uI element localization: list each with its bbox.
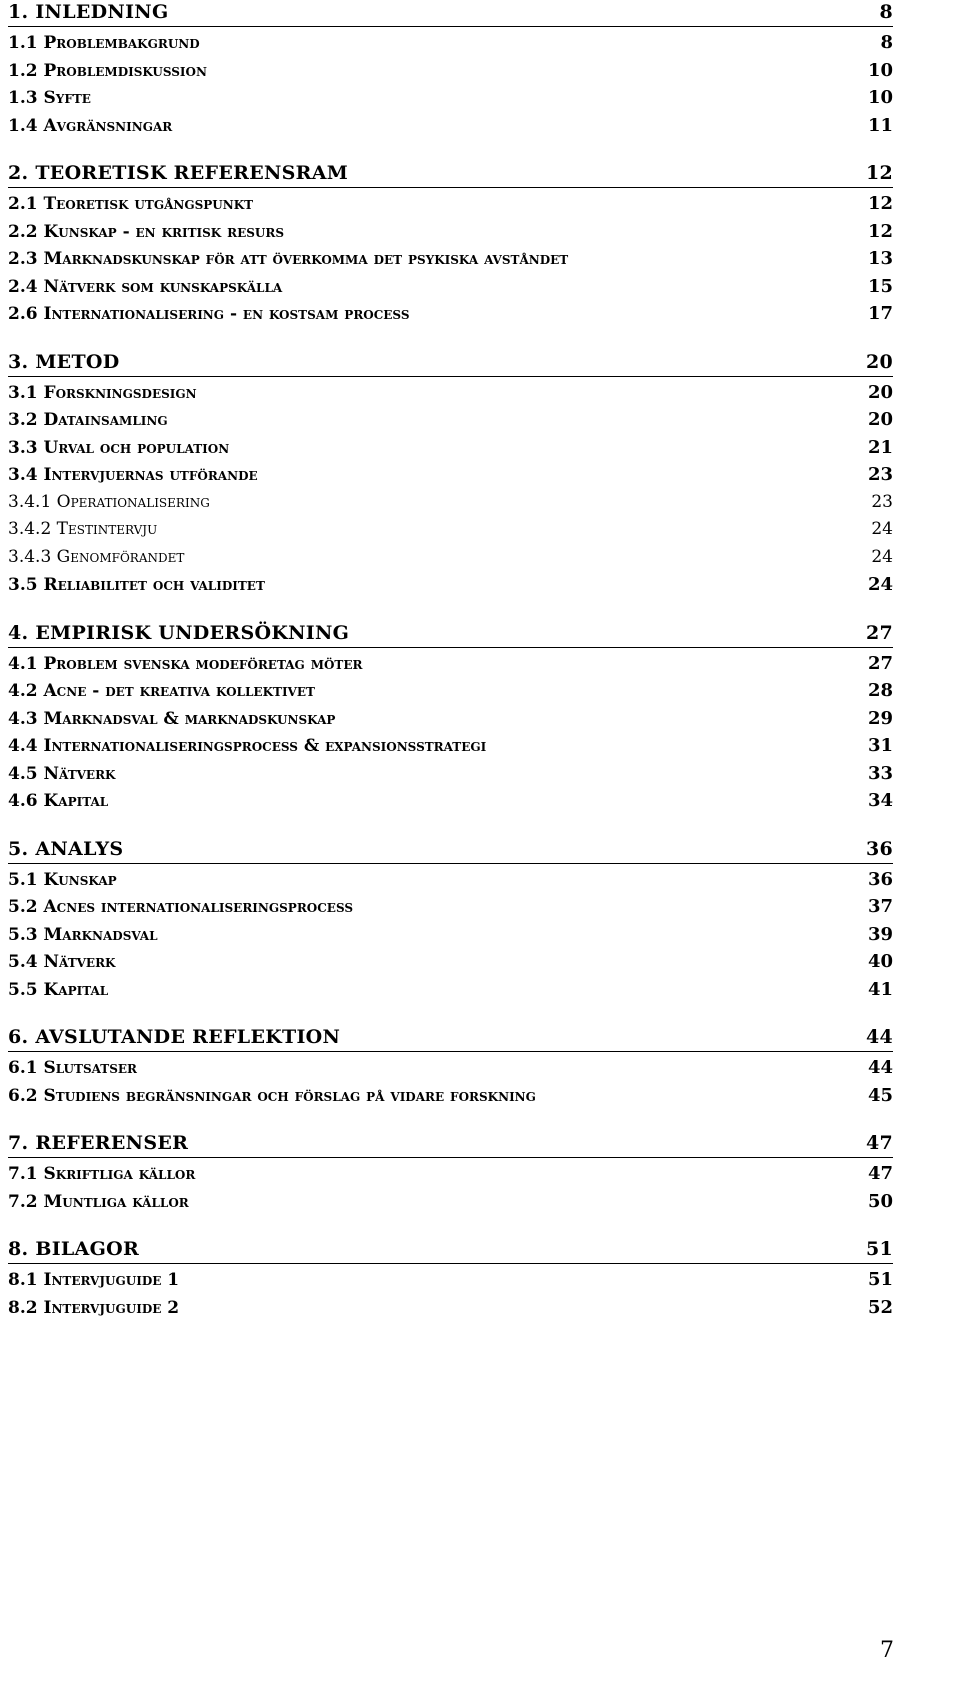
toc-page-number: 12: [867, 193, 893, 214]
toc-chapter-heading[interactable]: [8, 0, 893, 27]
toc-chapter-title: 6. AVSLUTANDE REFLEKTION: [8, 1026, 341, 1048]
toc-entry-title: 6.2 Studiens begränsningar och förslag på vidare forskning: [8, 1085, 536, 1106]
toc-page-number: 20: [867, 381, 893, 403]
toc-page-number: 36: [867, 868, 893, 890]
toc-chapter-title: 8. BILAGOR: [8, 1238, 140, 1260]
toc-subsection-entry[interactable]: [8, 1160, 893, 1188]
toc-page-number: 39: [867, 923, 893, 945]
toc-page-number: 11: [867, 114, 893, 136]
toc-chapter-heading[interactable]: [8, 348, 893, 377]
toc-entry-title: 6.1 Slutsatser: [8, 1058, 137, 1078]
toc-subsection-entry[interactable]: [8, 57, 893, 85]
toc-entry-title: 1.2 Problemdiskussion: [8, 60, 207, 81]
toc-subsubsection-entry[interactable]: [8, 516, 893, 544]
toc-subsection-entry[interactable]: [8, 84, 893, 112]
toc-entry-title: 5.1 Kunskap: [8, 869, 117, 890]
toc-subsection-entry[interactable]: [8, 218, 893, 246]
toc-entry-title: 8.1 Intervjuguide 1: [8, 1270, 180, 1290]
toc-page-number: 10: [867, 87, 893, 108]
toc-page-number: 50: [867, 1190, 893, 1212]
toc-entry-title: 3.3 Urval och population: [8, 437, 230, 458]
toc-subsection-entry[interactable]: [8, 406, 893, 434]
toc-entry-title: 4.5 Nätverk: [8, 763, 116, 784]
toc-chapter-heading[interactable]: [8, 1129, 893, 1158]
toc-page-number: 17: [867, 303, 893, 324]
toc-page-number: 20: [867, 409, 893, 430]
toc-entry-title: 7.2 Muntliga källor: [8, 1191, 189, 1212]
toc-page-number: 24: [867, 574, 893, 595]
toc-page-number: 27: [865, 621, 893, 644]
toc-page-number: 51: [865, 1238, 893, 1260]
toc-entry-title: 5.5 Kapital: [8, 979, 109, 1000]
toc-page-number: 45: [867, 1084, 893, 1106]
toc-page-number: 10: [867, 59, 893, 81]
toc-page-number: 34: [867, 790, 893, 811]
toc-entry-title: 2.4 Nätverk som kunskapskälla: [8, 276, 283, 297]
toc-page-number: 41: [867, 978, 893, 1000]
toc-chapter-title: 7. REFERENSER: [8, 1132, 189, 1154]
toc-subsection-entry[interactable]: [8, 732, 893, 760]
toc-entry-title: 2.2 Kunskap - en kritisk resurs: [8, 221, 285, 242]
toc-page-number: 20: [865, 350, 893, 373]
toc-subsection-entry[interactable]: [8, 300, 893, 328]
page-number: 7: [880, 1638, 894, 1663]
toc-section: [8, 348, 893, 599]
toc-page-number: 29: [867, 707, 893, 729]
toc-subsection-entry[interactable]: [8, 921, 893, 949]
toc-page-number: 37: [867, 896, 893, 917]
toc-entry-title: 4.2 Acne - det kreativa kollektivet: [8, 681, 315, 701]
toc-subsection-entry[interactable]: [8, 245, 893, 273]
toc-entry-title: 4.6 Kapital: [8, 791, 109, 811]
toc-page-number: 52: [867, 1296, 893, 1318]
toc-section: [8, 835, 893, 1004]
toc-entry-title: 5.4 Nätverk: [8, 952, 116, 972]
toc-subsection-entry[interactable]: [8, 112, 893, 140]
toc-page-number: 27: [867, 652, 893, 674]
toc-section: [8, 0, 893, 139]
toc-chapter-title: 4. EMPIRISK UNDERSÖKNING: [8, 621, 350, 644]
toc-entry-title: 3.4.3 Genomförandet: [8, 546, 185, 567]
toc-entry-title: 4.4 Internationaliseringsprocess & expansionsstrategi: [8, 736, 487, 756]
toc-entry-title: 3.4.2 Testintervju: [8, 519, 158, 539]
toc-subsection-entry[interactable]: [8, 1082, 893, 1110]
toc-page-number: 23: [867, 464, 893, 485]
toc-subsubsection-entry[interactable]: [8, 489, 893, 517]
toc-entry-title: 5.2 Acnes internationaliseringsprocess: [8, 897, 354, 917]
toc-subsection-entry[interactable]: [8, 948, 893, 976]
toc-subsection-entry[interactable]: [8, 787, 893, 815]
toc-subsubsection-entry[interactable]: [8, 544, 893, 572]
toc-entry-title: 7.1 Skriftliga källor: [8, 1164, 196, 1184]
toc-subsection-entry[interactable]: [8, 976, 893, 1004]
toc-subsection-entry[interactable]: [8, 434, 893, 462]
toc-entry-title: 3.4.1 Operationalisering: [8, 491, 210, 512]
toc-subsection-entry[interactable]: [8, 571, 893, 599]
toc-section: [8, 619, 893, 815]
toc-entry-title: 3.4 Intervjuernas utförande: [8, 465, 258, 485]
toc-page-number: 28: [867, 680, 893, 701]
toc-subsection-entry[interactable]: [8, 1294, 893, 1322]
toc-page-number: 31: [867, 735, 893, 756]
toc-chapter-title: 3. METOD: [8, 350, 120, 373]
toc-page-number: 24: [871, 519, 893, 539]
toc-subsection-entry[interactable]: [8, 1266, 893, 1294]
toc-subsection-entry[interactable]: [8, 379, 893, 407]
toc-entry-title: 3.1 Forskningsdesign: [8, 382, 197, 403]
toc-chapter-heading[interactable]: [8, 159, 893, 188]
toc-subsection-entry[interactable]: [8, 893, 893, 921]
toc-entry-title: 1.4 Avgränsningar: [8, 115, 173, 136]
toc-page-number: 8: [879, 1, 893, 23]
toc-page-number: 13: [867, 248, 893, 269]
toc-entry-title: 3.2 Datainsamling: [8, 410, 168, 430]
toc-entry-title: 1.3 Syfte: [8, 88, 91, 108]
toc-chapter-title: 1. INLEDNING: [8, 1, 169, 23]
toc-subsection-entry[interactable]: [8, 461, 893, 489]
toc-page-number: 40: [867, 951, 893, 972]
toc-page-number: 8: [880, 32, 893, 53]
toc-subsection-entry[interactable]: [8, 760, 893, 788]
toc-entry-title: 1.1 Problembakgrund: [8, 33, 200, 53]
toc-chapter-title: 2. TEORETISK REFERENSRAM: [8, 162, 349, 184]
toc-page-number: 21: [867, 436, 893, 458]
toc-page-number: 33: [867, 762, 893, 784]
toc-entry-title: 4.3 Marknadsval & marknadskunskap: [8, 708, 336, 729]
toc-page-number: 51: [867, 1269, 893, 1290]
toc-entry-title: 2.1 Teoretisk utgångspunkt: [8, 194, 254, 214]
toc-page-number: 15: [867, 275, 893, 297]
toc-page-number: 23: [871, 491, 893, 512]
toc-page-number: 12: [865, 162, 893, 184]
toc-page-number: 47: [867, 1163, 893, 1184]
toc-subsection-entry[interactable]: [8, 190, 893, 218]
toc-section: [8, 1235, 893, 1321]
toc-page-number: 12: [867, 220, 893, 242]
toc-page-number: 47: [865, 1132, 893, 1154]
toc-subsection-entry[interactable]: [8, 866, 893, 894]
toc-page-number: 36: [865, 837, 893, 860]
toc-chapter-title: 5. ANALYS: [8, 837, 124, 860]
toc-chapter-heading[interactable]: [8, 619, 893, 648]
toc-subsection-entry[interactable]: [8, 1054, 893, 1082]
toc-section: [8, 1129, 893, 1215]
toc-entry-title: 2.3 Marknadskunskap för att överkomma det psykiska avståndet: [8, 249, 569, 269]
toc-subsection-entry[interactable]: [8, 273, 893, 301]
table-of-contents: [8, 0, 893, 1341]
toc-section: [8, 159, 893, 328]
toc-subsection-entry[interactable]: [8, 677, 893, 705]
toc-subsection-entry[interactable]: [8, 650, 893, 678]
toc-entry-title: 5.3 Marknadsval: [8, 924, 158, 945]
toc-page-number: 44: [867, 1057, 893, 1078]
toc-chapter-heading[interactable]: [8, 835, 893, 864]
toc-chapter-heading[interactable]: [8, 1235, 893, 1264]
toc-entry-title: 3.5 Reliabilitet och validitet: [8, 575, 265, 595]
toc-entry-title: 4.1 Problem svenska modeföretag möter: [8, 653, 363, 674]
toc-subsection-entry[interactable]: [8, 29, 893, 57]
toc-chapter-heading[interactable]: [8, 1023, 893, 1052]
toc-subsection-entry[interactable]: [8, 1188, 893, 1216]
toc-subsection-entry[interactable]: [8, 705, 893, 733]
toc-entry-title: 2.6 Internationalisering - en kostsam process: [8, 304, 410, 324]
toc-page-number: 24: [871, 546, 893, 567]
toc-section: [8, 1023, 893, 1109]
toc-entry-title: 8.2 Intervjuguide 2: [8, 1297, 180, 1318]
toc-page-number: 44: [865, 1026, 893, 1048]
